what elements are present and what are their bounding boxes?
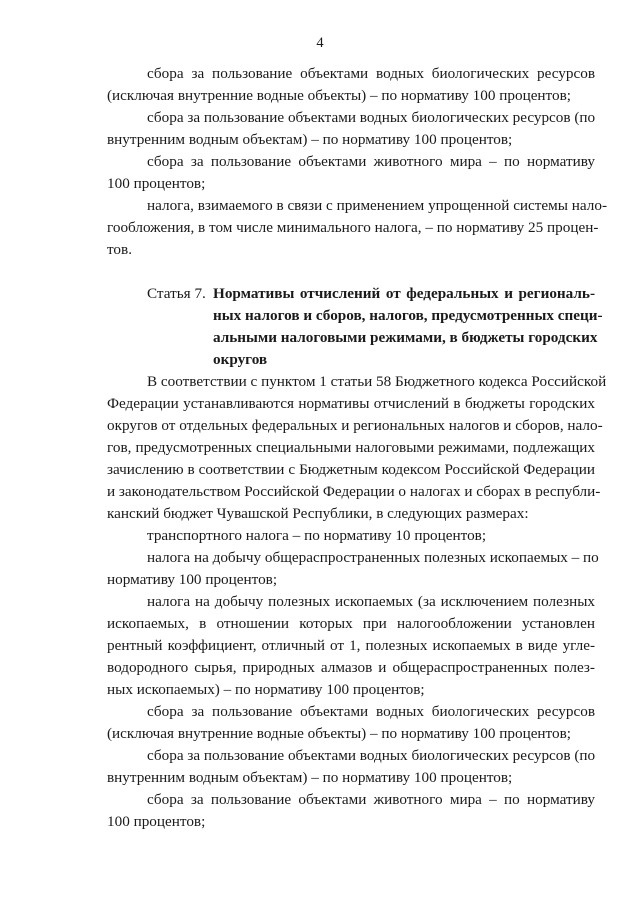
text-line: налога на добычу полезных ископаемых (за исключением полезных <box>147 593 595 610</box>
text-line: водородного сырья, природных алмазов и общераспространенных полез- <box>107 659 595 676</box>
text-line: и законодательством Российской Федерации о налогах и сборах в республи- <box>107 483 601 500</box>
article-label: Статья 7. <box>147 285 206 302</box>
text-line: ных ископаемых) – по нормативу 100 процентов; <box>107 681 425 698</box>
text-line: сбора за пользование объектами водных биологических ресурсов (по <box>147 747 596 764</box>
text-line: налога на добычу общераспространенных полезных ископаемых – по <box>147 549 599 566</box>
text-line: (исключая внутренние водные объекты) – по нормативу 100 процентов; <box>107 87 571 104</box>
text-line: ископаемых, в отношении которых при налогообложении установлен <box>107 615 595 632</box>
text-line: 100 процентов; <box>107 175 206 192</box>
text-line: канский бюджет Чувашской Республики, в следующих размерах: <box>107 505 529 522</box>
text-line: внутренним водным объектам) – по нормативу 100 процентов; <box>107 131 513 148</box>
article-title-line: округов <box>213 351 268 368</box>
text-line: 100 процентов; <box>107 813 206 830</box>
article-title-line: ных налогов и сборов, налогов, предусмотренных специ- <box>213 307 603 324</box>
article-title-line: альными налоговыми режимами, в бюджеты городских <box>213 329 598 346</box>
text-line: сбора за пользование объектами животного мира – по нормативу <box>147 791 595 808</box>
text-line: тов. <box>107 241 132 258</box>
text-line: округов от отдельных федеральных и региональных налогов и сборов, нало- <box>107 417 603 434</box>
article-title-line: Нормативы отчислений от федеральных и региональ- <box>213 285 595 302</box>
text-line: сбора за пользование объектами животного мира – по нормативу <box>147 153 595 170</box>
page-number: 4 <box>316 35 324 51</box>
text-line: рентный коэффициент, отличный от 1, полезных ископаемых в виде угле- <box>107 637 595 654</box>
text-line: нормативу 100 процентов; <box>107 571 278 588</box>
text-line: сбора за пользование объектами водных биологических ресурсов (по <box>147 109 596 126</box>
text-line: гообложения, в том числе минимального налога, – по нормативу 25 процен- <box>107 219 599 236</box>
text-line: зачислению в соответствии с Бюджетным кодексом Российской Федерации <box>107 461 595 478</box>
text-line: В соответствии с пунктом 1 статьи 58 Бюджетного кодекса Российской <box>147 373 607 390</box>
text-line: внутренним водным объектам) – по нормативу 100 процентов; <box>107 769 513 786</box>
text-line: транспортного налога – по нормативу 10 процентов; <box>147 527 487 544</box>
text-line: сбора за пользование объектами водных биологических ресурсов <box>147 703 595 720</box>
text-line: (исключая внутренние водные объекты) – по нормативу 100 процентов; <box>107 725 571 742</box>
text-line: Федерации устанавливаются нормативы отчислений в бюджеты городских <box>107 395 595 412</box>
text-line: гов, предусмотренных специальными налоговыми режимами, подлежащих <box>107 439 595 456</box>
text-line: налога, взимаемого в связи с применением упрощенной системы нало- <box>147 197 608 214</box>
text-line: сбора за пользование объектами водных биологических ресурсов <box>147 65 595 82</box>
